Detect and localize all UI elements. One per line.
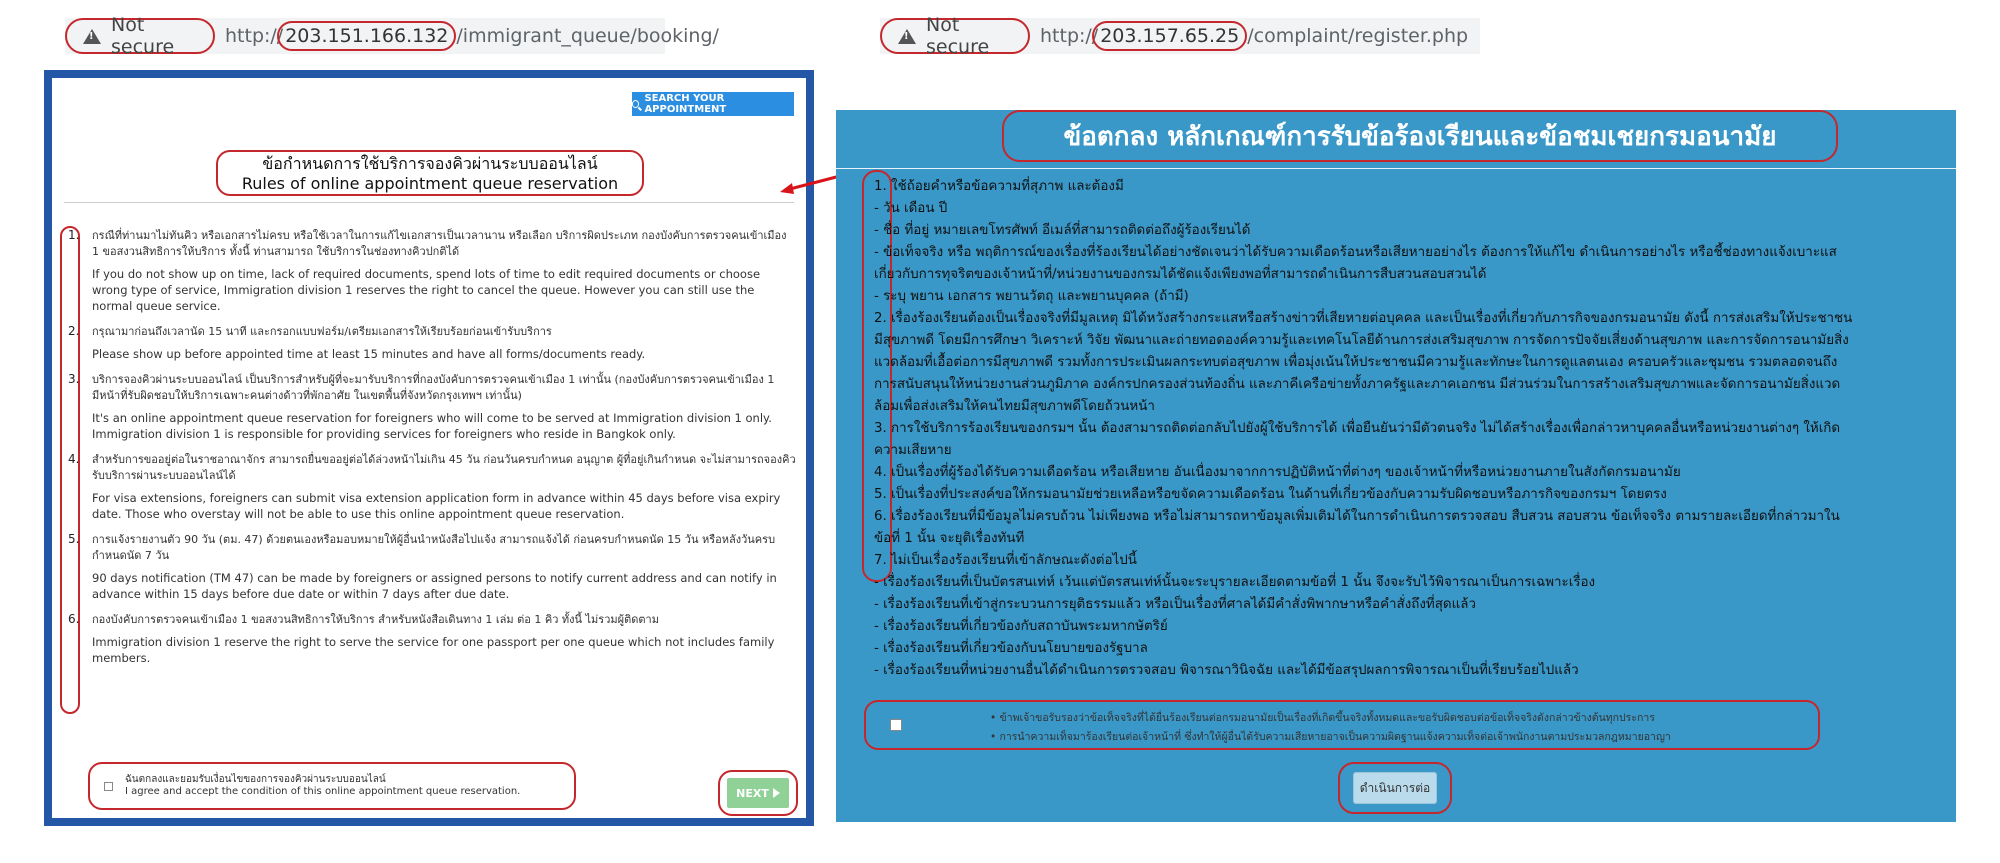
complaint-rule-line: 7. ไม่เป็นเรื่องร้องเรียนที่เข้าลักษณะดังต่อไปนี้ [874, 553, 1137, 568]
agree-label [125, 774, 520, 798]
complaint-rule-line: 2. เรื่องร้องเรียนต้องเป็นเรื่องจริงที่มีมูลเหตุ มิได้หวังสร้างกระแสหรือสร้างข่าวที่เสียหายต่อบุคคล และเป็นเรื่องที่เกี่ยวกับภารกิจของกรมอนามัย ดังนี้ การส่งเสริมให้ประชาชน [874, 311, 1853, 326]
rule-text-thai: กรณีที่ท่านมาไม่ทันคิว หรือเอกสารไม่ครบ หรือใช้เวลาในการแก้ไขเอกสารเป็นเวลานาน หรือเลือก บริการผิดประเภท กองบังคับการตรวจคนเข้าเมือง 1 ขอสงวนสิทธิการให้บริการ ทั้งนี้ ท่านสามารถ ใช้บริการในช่องทางคิวปกติได้ [92, 229, 787, 258]
rule-text-thai: บริการจองคิวผ่านระบบออนไลน์ เป็นบริการสำหรับผู้ที่จะมารับบริการที่กองบังคับการตรวจคนเข้าเมือง 1 เท่านั้น (กองบังคับการตรวจคนเข้าเมือง 1 มีหน้าที่รับผิดชอบให้บริการเฉพาะคนต่างด้าวที่พักอาศัย ในเขตพื้นที่จังหวัดกรุงเทพฯ เท่านั้น) [92, 373, 775, 402]
rule-number: 1. [68, 228, 80, 242]
continue-button[interactable]: ดำเนินการต่อ [1353, 772, 1437, 804]
complaint-rule-line: 6. เรื่องร้องเรียนที่มีข้อมูลไม่ครบถ้วน ไม่เพียงพอ หรือไม่สามารถหาข้อมูลเพิ่มเติมได้ในการดำเนินการตรวจสอบ สืบสวน สอบสวน ข้อเท็จจริง ตามรายละเอียดที่กล่าวมาใน [874, 509, 1840, 524]
rule-number: 6. [68, 612, 80, 626]
play-arrow-icon [773, 788, 780, 798]
complaint-title: ข้อตกลง หลักเกณฑ์การรับข้อร้องเรียนและข้อชมเชยกรมอนามัย [1002, 110, 1838, 162]
complaint-rule-line: 5. เป็นเรื่องที่ประสงค์ขอให้กรมอนามัยช่วยเหลือหรือขจัดความเดือดร้อน ในด้านที่เกี่ยวข้องกับความรับผิดชอบหรือภารกิจของกรมฯ โดยตรง [874, 487, 1667, 502]
complaint-rule-line: เกี่ยวกับการทุจริตของเจ้าหน้าที่/หน่วยงานของกรมได้ชัดแจ้งเพียงพอที่สามารถดำเนินการสืบสวนสอบสวนได้ [874, 267, 1487, 282]
complaint-rule-line: - วัน เดือน ปี [874, 201, 948, 216]
next-button[interactable] [727, 778, 789, 808]
complaint-rule-line: 1. ใช้ถ้อยคำหรือข้อความที่สุภาพ และต้องมี [874, 179, 1124, 194]
rule-item [66, 228, 796, 314]
complaint-rule-line: - เรื่องร้องเรียนที่เกี่ยวข้องกับนโยบายของรัฐบาล [874, 641, 1148, 656]
booking-rules-panel [44, 70, 814, 826]
rule-text-english: Please show up before appointed time at least 15 minutes and have all forms/documents ready. [92, 347, 646, 361]
left-url-scheme: http:// [225, 25, 284, 47]
rule-text-english: It's an online appointment queue reservation for foreigners who will come to be served at Immigration division 1 only. Immigration division 1 is responsible for providing services for foreigners who reside in Bangkok only. [92, 411, 772, 441]
right-url-host: 203.157.65.25 [1092, 21, 1247, 51]
agree-label-thai: ฉันตกลงและยอมรับเงื่อนไขของการจองคิวผ่านระบบออนไลน์ [125, 774, 386, 785]
complaint-rule-line: ความเสียหาย [874, 443, 952, 458]
complaint-rule-line: - เรื่องร้องเรียนที่เข้าสู่กระบวนการยุติธรรมแล้ว หรือเป็นเรื่องที่ศาลได้มีคำสั่งพิพากษาหรือคำสั่งถึงที่สุดแล้ว [874, 597, 1476, 612]
right-security-label: Not secure [926, 14, 990, 58]
title-divider [64, 202, 794, 203]
complaint-rule-line: - ระบุ พยาน เอกสาร พยานวัตถุ และพยานบุคคล (ถ้ามี) [874, 289, 1189, 304]
complaint-rule-line: - ชื่อ ที่อยู่ หมายเลขโทรศัพท์ อีเมล์ที่สามารถติดต่อถึงผู้ร้องเรียนได้ [874, 223, 1251, 238]
complaint-rule-line: ข้อที่ 1 นั้น จะยุติเรื่องทันที [874, 531, 1025, 546]
warning-icon [898, 29, 916, 44]
agree-checkbox[interactable] [104, 782, 113, 791]
rule-text-thai: การแจ้งรายงานตัว 90 วัน (ตม. 47) ด้วยตนเองหรือมอบหมายให้ผู้อื่นนำหนังสือไปแจ้ง สามารถแจ้งได้ ก่อนครบกำหนดนัด 15 วัน หรือหลังวันครบกำหนดนัด 7 วัน [92, 533, 776, 562]
right-url-text[interactable] [1040, 18, 1468, 54]
rule-text-english: 90 days notification (TM 47) can be made by foreigners or assigned persons to notify current address and can notify in advance within 15 days before due date or within 7 days after due date. [92, 571, 777, 601]
left-url-path: /immigrant_queue/booking/ [456, 25, 719, 47]
search-icon [632, 100, 639, 108]
left-url-text[interactable] [225, 18, 719, 54]
complaint-terms-panel [836, 110, 1956, 822]
complaint-rule-line: - ข้อเท็จจริง หรือ พฤติการณ์ของเรื่องที่ร้องเรียนได้อย่างชัดเจนว่าได้รับความเดือดร้อนหรือเสียหายอย่างไร ต้องการให้แก้ไข ดำเนินการอย่างไร หรือชี้ช่องทางแจ้งเบาะแส [874, 245, 1837, 260]
complaint-rule-line: - เรื่องร้องเรียนที่หน่วยงานอื่นได้ดำเนินการตรวจสอบ พิจารณาวินิจฉัย และได้มีข้อสรุปผลการพิจารณาเป็นที่เรียบร้อยไปแล้ว [874, 663, 1579, 678]
rule-text-english: Immigration division 1 reserve the right to serve the service for one passport per one queue which not includes family members. [92, 635, 775, 665]
rule-text-thai: กรุณามาก่อนถึงเวลานัด 15 นาที และกรอกแบบฟอร์ม/เตรียมเอกสารให้เรียบร้อยก่อนเข้ารับบริการ [92, 325, 552, 338]
complaint-rule-line: การสนับสนุนให้หน่วยงานส่วนภูมิภาค องค์กรปกครองส่วนท้องถิ่น และภาคีเครือข่ายทั้งภาครัฐและภาคเอกชน มีส่วนร่วมในการสร้างเสริมสุขภาพและจัดการอนามัยสิ่งแวด [874, 377, 1841, 392]
left-security-label: Not secure [111, 14, 175, 58]
rule-number: 2. [68, 324, 80, 338]
rule-text-english: If you do not show up on time, lack of required documents, spend lots of time to edit required documents or choose wrong type of service, Immigration division 1 reserves the right to cancel the queue. However you can still use the normal queue service. [92, 267, 761, 313]
right-url-scheme: http:// [1040, 25, 1099, 47]
complaint-rule-line: ล้อมเพื่อส่งเสริมให้คนไทยมีสุขภาพดีโดยถ้วนหน้า [874, 399, 1155, 414]
complaint-rule-line: - เรื่องร้องเรียนที่เกี่ยวข้องกับสถาบันพระมหากษัตริย์ [874, 619, 1168, 634]
complaint-rule-line: 4. เป็นเรื่องที่ผู้ร้องได้รับความเดือดร้อน หรือเสียหาย อันเนื่องมาจากการปฏิบัติหน้าที่ต่างๆ ของเจ้าหน้าที่หรือหน่วยงานภายในสังกัดกรมอนามัย [874, 465, 1681, 480]
rule-text-thai: กองบังคับการตรวจคนเข้าเมือง 1 ขอสงวนสิทธิการให้บริการ สำหรับหนังสือเดินทาง 1 เล่ม ต่อ 1 คิว ทั้งนี้ ไม่รวมผู้ติดตาม [92, 613, 659, 626]
left-url-host: 203.151.166.132 [277, 21, 456, 51]
page-title [216, 150, 644, 196]
complaint-rule-line: แวดล้อมที่เอื้อต่อการมีสุขภาพดี รวมทั้งการประเมินผลกระทบต่อสุขภาพ เพื่อมุ่งเน้นให้ประชาชนมีความรู้และทักษะในการดูแลตนเอง ครอบครัวและชุมชน รวมตลอดจนถึง [874, 355, 1838, 370]
rule-text-english: For visa extensions, foreigners can submit visa extension application form in advance within 45 days before visa expiry date. Those who overstay will not be able to use this online appointment queue reservation. [92, 491, 781, 521]
complaint-rule-line: - เรื่องร้องเรียนที่เป็นบัตรสนเท่ห์ เว้นแต่บัตรสนเท่ห์นั้นจะระบุรายละเอียดตามข้อที่ 1 นั้น จึงจะรับไว้พิจารณาเป็นการเฉพาะเรื่อง [874, 575, 1596, 590]
right-security-indicator[interactable] [880, 14, 1030, 58]
page-title-english: Rules of online appointment queue reservation [241, 174, 619, 193]
next-button-label: NEXT [736, 786, 769, 800]
warning-icon [83, 29, 101, 44]
complaint-rule-line: มีสุขภาพดี โดยมีการศึกษา วิเคราะห์ วิจัย พัฒนาและถ่ายทอดองค์ความรู้และเทคโนโลยีด้านการส่งเสริมสุขภาพ การจัดการปัจจัยเสี่ยงด้านสุขภาพ และการจัดการอนามัยสิ่ง [874, 333, 1849, 348]
right-url-path: /complaint/register.php [1247, 25, 1469, 47]
left-security-indicator[interactable] [65, 14, 215, 58]
search-appointment-label: SEARCH YOUR APPOINTMENT [644, 93, 727, 115]
continue-button-highlight [1338, 762, 1452, 814]
title-divider [836, 168, 1956, 169]
rule-number: 5. [68, 532, 80, 546]
search-appointment-button[interactable] [632, 92, 794, 116]
rule-item [66, 612, 796, 666]
consent-checkbox[interactable] [890, 719, 902, 731]
complaint-rules-list [874, 176, 1924, 682]
complaint-rule-line: 3. การใช้บริการร้องเรียนของกรมฯ นั้น ต้องสามารถติดต่อกลับไปยังผู้ใช้บริการได้ เพื่อยืนยันว่ามีตัวตนจริง ไม่ได้สร้างเรื่องเพื่อกล่าวหาบุคคลอื่นหรือหน่วยงานต่างๆ ให้เกิด [874, 421, 1841, 436]
page-title-thai: ข้อกำหนดการใช้บริการจองคิวผ่านระบบออนไลน์ [262, 154, 598, 173]
right-address-bar[interactable] [880, 14, 1480, 58]
rule-text-thai: สำหรับการขออยู่ต่อในราชอาณาจักร สามารถยื่นขออยู่ต่อได้ล่วงหน้าไม่เกิน 45 วัน ก่อนวันครบกำหนด อนุญาต ผู้ที่อยู่เกินกำหนด จะไม่สามารถจองคิวรับบริการผ่านระบบออนไลน์ได้ [92, 453, 796, 482]
consent-statement-2: • การนำความเท็จมาร้องเรียนต่อเจ้าหน้าที่ ซึ่งทำให้ผู้อื่นได้รับความเสียหายอาจเป็นความผิดฐานแจ้งความเท็จต่อเจ้าพนักงานตามประมวลกฎหมายอาญา [990, 731, 1671, 743]
consent-statement-1: • ข้าพเจ้าขอรับรองว่าข้อเท็จจริงที่ได้ยื่นร้องเรียนต่อกรมอนามัยเป็นเรื่องที่เกิดขึ้นจริงทั้งหมดและขอรับผิดชอบต่อข้อเท็จจริงดังกล่าวข้างต้นทุกประการ [990, 712, 1655, 724]
agree-terms[interactable] [88, 762, 576, 810]
rules-list [66, 228, 796, 676]
rule-number: 3. [68, 372, 80, 386]
rule-number: 4. [68, 452, 80, 466]
agree-label-english: I agree and accept the condition of this online appointment queue reservation. [125, 786, 521, 797]
rule-item [66, 532, 796, 602]
next-button-highlight [718, 770, 798, 816]
consent-box[interactable] [864, 700, 1820, 750]
rule-item [66, 372, 796, 442]
left-address-bar[interactable] [65, 14, 719, 58]
rule-item [66, 324, 796, 362]
rule-item [66, 452, 796, 522]
